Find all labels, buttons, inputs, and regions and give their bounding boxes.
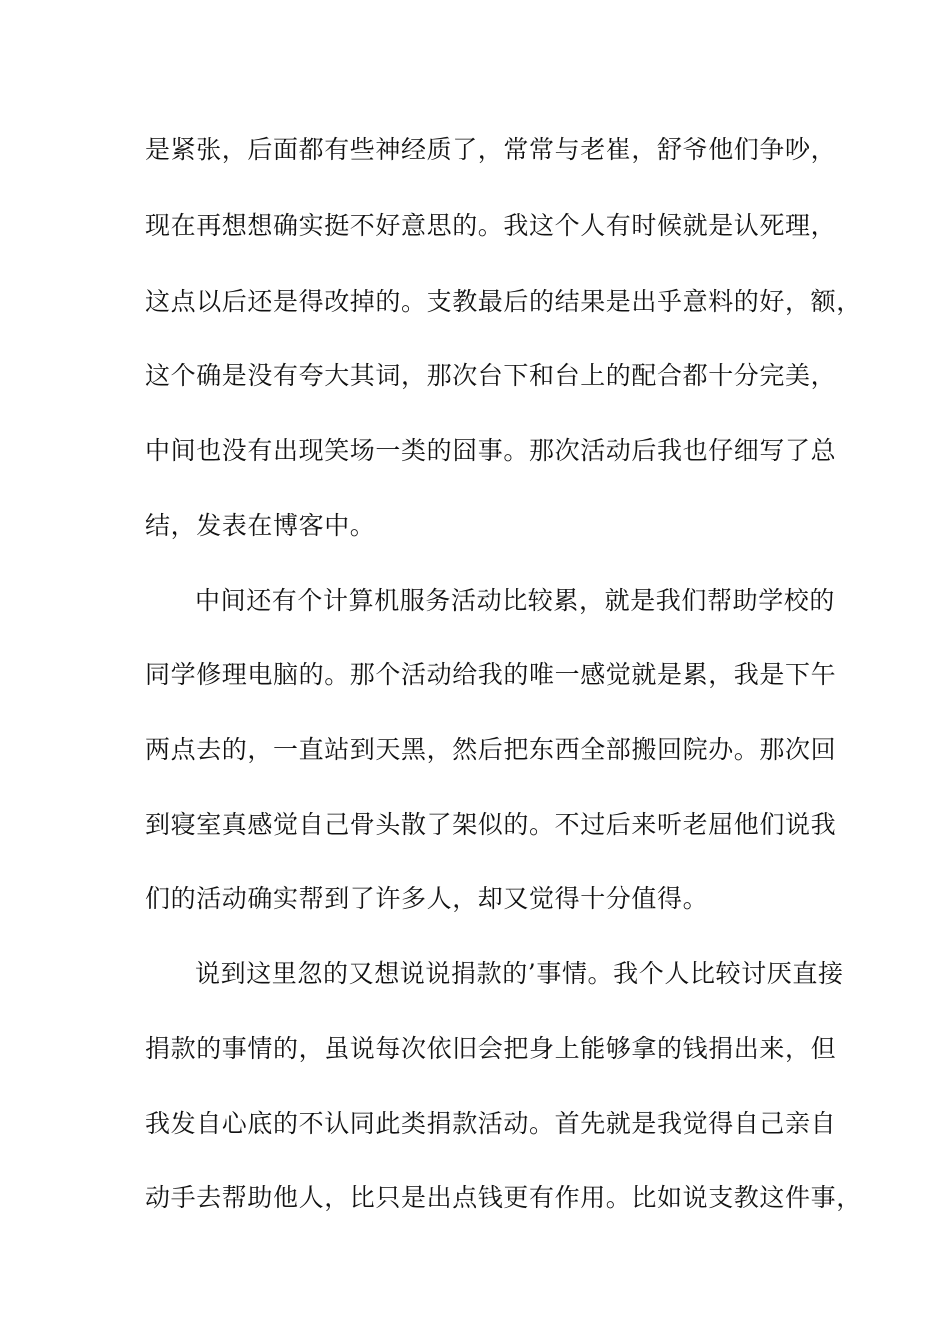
paragraph-first-line: 说到这里忽的又想说说捐款的’事情。我个人比较讨厌直接 <box>195 959 844 988</box>
text-line: 是紧张，后面都有些神经质了，常常与老崔，舒爷他们争吵， <box>145 135 837 164</box>
text-line: 结，发表在博客中。 <box>145 511 376 540</box>
text-line: 同学修理电脑的。那个活动给我的唯一感觉就是累，我是下午 <box>145 660 837 689</box>
text-line: 捐款的事情的，虽说每次依旧会把身上能够拿的钱捐出来，但 <box>145 1034 837 1063</box>
text-line: 们的活动确实帮到了许多人，却又觉得十分值得。 <box>145 884 709 913</box>
text-line: 动手去帮助他人，比只是出点钱更有作用。比如说支教这件事， <box>145 1183 862 1212</box>
text-line: 中间也没有出现笑场一类的囧事。那次活动后我也仔细写了总 <box>145 436 837 465</box>
paragraph-first-line: 中间还有个计算机服务活动比较累，就是我们帮助学校的 <box>195 586 836 615</box>
text-line: 我发自心底的不认同此类捐款活动。首先就是我觉得自己亲自 <box>145 1109 837 1138</box>
text-line: 这点以后还是得改掉的。支教最后的结果是出乎意料的好，额， <box>145 287 862 316</box>
text-line: 这个确是没有夸大其词，那次台下和台上的配合都十分完美， <box>145 361 837 390</box>
text-line: 到寝室真感觉自己骨头散了架似的。不过后来听老屈他们说我 <box>145 810 837 839</box>
text-line: 两点去的，一直站到天黑，然后把东西全部搬回院办。那次回 <box>145 735 837 764</box>
text-line: 现在再想想确实挺不好意思的。我这个人有时候就是认死理， <box>145 211 837 240</box>
